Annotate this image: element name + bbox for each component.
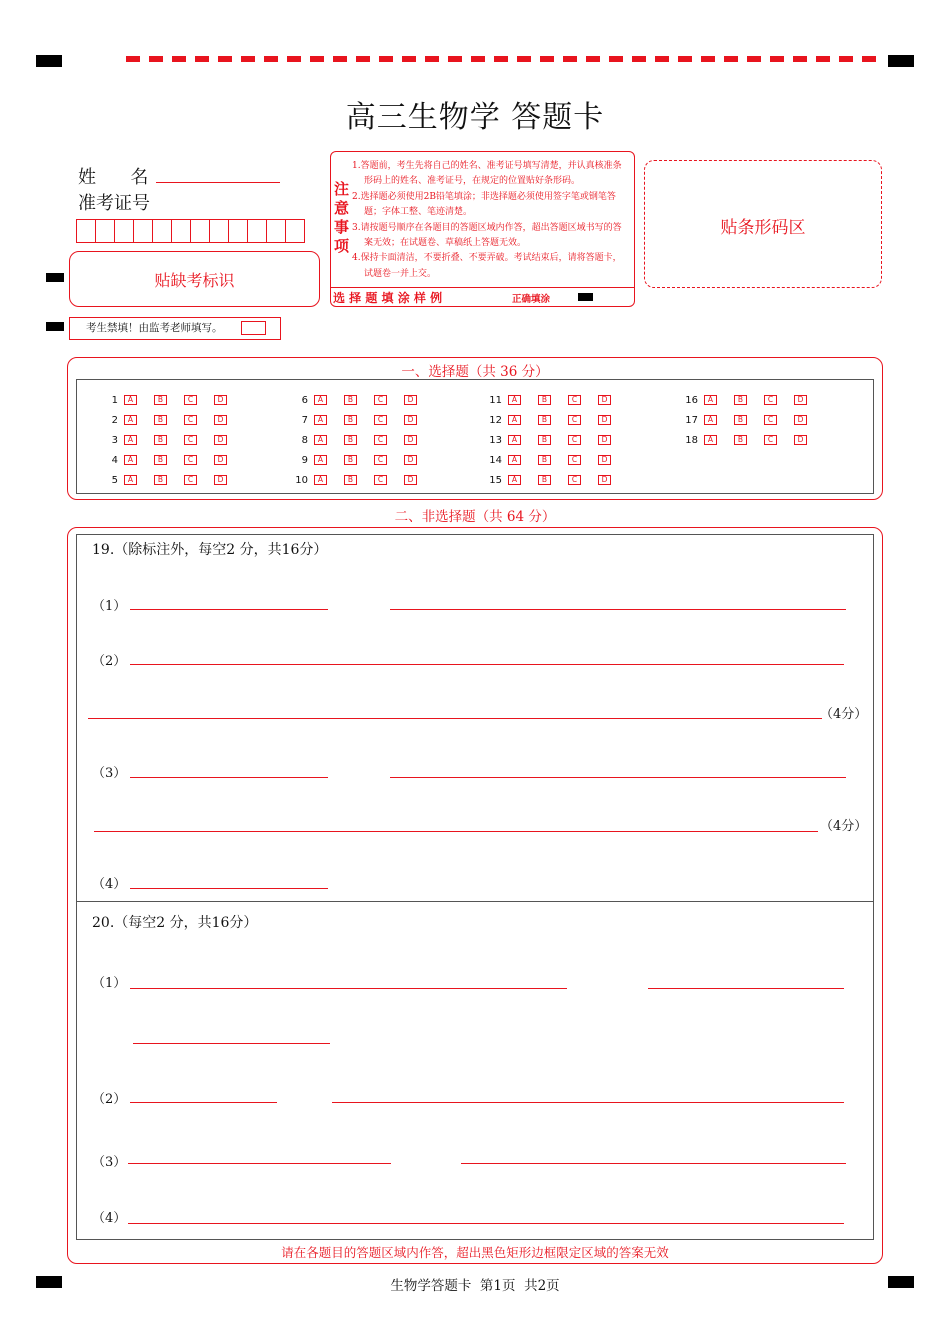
option-b[interactable]: B bbox=[538, 435, 551, 445]
question-number: 18 bbox=[685, 434, 698, 446]
option-b[interactable]: B bbox=[154, 435, 167, 445]
option-d[interactable]: D bbox=[404, 395, 417, 405]
q19-part2-blank-a[interactable] bbox=[130, 664, 844, 665]
option-b[interactable]: B bbox=[734, 435, 747, 445]
choice-row bbox=[98, 410, 244, 430]
option-a[interactable]: A bbox=[314, 475, 327, 485]
option-d[interactable]: D bbox=[404, 415, 417, 425]
option-c[interactable]: C bbox=[764, 415, 777, 425]
choice-row bbox=[98, 450, 244, 470]
option-d[interactable]: D bbox=[794, 395, 807, 405]
option-b[interactable]: B bbox=[538, 395, 551, 405]
correct-fill-label: 正确填涂 bbox=[512, 294, 551, 305]
option-a[interactable]: A bbox=[314, 395, 327, 405]
q20-part1-blank-c[interactable] bbox=[133, 1043, 330, 1044]
choice-row bbox=[288, 470, 434, 490]
option-b[interactable]: B bbox=[538, 475, 551, 485]
option-b[interactable]: B bbox=[344, 455, 357, 465]
notice-title: 注意事项 bbox=[334, 180, 350, 255]
option-d[interactable]: D bbox=[598, 435, 611, 445]
option-c[interactable]: C bbox=[374, 455, 387, 465]
registration-mark-left-2 bbox=[46, 322, 64, 331]
question-number: 7 bbox=[301, 414, 308, 426]
q19-part3-blank-c[interactable] bbox=[94, 831, 818, 832]
notice-item: 1.答题前，考生先将自己的姓名、准考证号填写清楚，并认真核准条形码上的姓名、准考证号，在规定的位置贴好条形码。 bbox=[352, 161, 622, 187]
registration-mark-left-1 bbox=[46, 273, 64, 282]
question-number: 12 bbox=[489, 414, 502, 426]
option-a[interactable]: A bbox=[124, 435, 137, 445]
choice-row bbox=[288, 430, 434, 450]
q20-part4-label: （4） bbox=[92, 1211, 127, 1226]
q19-part3-blank-a[interactable] bbox=[130, 777, 328, 778]
notice-item: 2.选择题必须使用2B铅笔填涂；非选择题必须使用签字笔或钢笔答题；字体工整、笔迹清楚。 bbox=[352, 191, 616, 218]
option-b[interactable]: B bbox=[538, 415, 551, 425]
choice-row bbox=[288, 390, 434, 410]
option-d[interactable]: D bbox=[598, 415, 611, 425]
name-label: 姓 名 bbox=[78, 167, 149, 188]
option-b[interactable]: B bbox=[154, 415, 167, 425]
option-c[interactable]: C bbox=[374, 395, 387, 405]
option-c[interactable]: C bbox=[568, 435, 581, 445]
option-c[interactable]: C bbox=[184, 475, 197, 485]
q20-part3-blank-b[interactable] bbox=[461, 1163, 846, 1164]
choice-row bbox=[482, 430, 628, 450]
option-d[interactable]: D bbox=[214, 415, 227, 425]
q19-part4-label: （4） bbox=[92, 877, 127, 892]
option-c[interactable]: C bbox=[568, 395, 581, 405]
choice-column-1 bbox=[98, 390, 244, 490]
question-number: 10 bbox=[295, 474, 308, 486]
proctor-mark-cell[interactable] bbox=[241, 321, 266, 335]
notice-item: 4.保持卡面清洁，不要折叠、不要弄破。考试结束后，请将答题卡，试题卷一并上交。 bbox=[352, 253, 622, 279]
q20-part2-blank-a[interactable] bbox=[130, 1102, 277, 1103]
q20-part1-blank-b[interactable] bbox=[648, 988, 844, 989]
q19-part1-blank-a[interactable] bbox=[130, 609, 328, 610]
option-c[interactable]: C bbox=[184, 415, 197, 425]
choice-row bbox=[98, 390, 244, 410]
question-number: 2 bbox=[111, 414, 118, 426]
option-b[interactable]: B bbox=[344, 395, 357, 405]
option-a[interactable]: A bbox=[314, 435, 327, 445]
option-a[interactable]: A bbox=[124, 415, 137, 425]
question-number: 3 bbox=[111, 434, 118, 446]
choice-row bbox=[678, 410, 824, 430]
choice-row bbox=[482, 450, 628, 470]
option-d[interactable]: D bbox=[214, 395, 227, 405]
option-d[interactable]: D bbox=[214, 455, 227, 465]
option-d[interactable]: D bbox=[214, 435, 227, 445]
option-a[interactable]: A bbox=[704, 435, 717, 445]
option-a[interactable]: A bbox=[508, 435, 521, 445]
question-number: 16 bbox=[685, 394, 698, 406]
q19-points-b: （4分） bbox=[820, 819, 868, 834]
notice-list bbox=[352, 159, 630, 282]
option-d[interactable]: D bbox=[598, 455, 611, 465]
option-c[interactable]: C bbox=[184, 455, 197, 465]
question-number: 6 bbox=[301, 394, 308, 406]
option-c[interactable]: C bbox=[374, 415, 387, 425]
question-number: 13 bbox=[489, 434, 502, 446]
question-number: 1 bbox=[111, 394, 118, 406]
question-number: 9 bbox=[301, 454, 308, 466]
option-b[interactable]: B bbox=[154, 395, 167, 405]
option-c[interactable]: C bbox=[184, 435, 197, 445]
option-b[interactable]: B bbox=[538, 455, 551, 465]
q20-part4-blank[interactable] bbox=[128, 1223, 844, 1224]
cut-line bbox=[126, 56, 878, 62]
option-b[interactable]: B bbox=[734, 415, 747, 425]
option-b[interactable]: B bbox=[154, 475, 167, 485]
barcode-label: 贴条形码区 bbox=[720, 218, 806, 238]
question-number: 4 bbox=[111, 454, 118, 466]
option-c[interactable]: C bbox=[568, 455, 581, 465]
question-number: 5 bbox=[111, 474, 118, 486]
choice-column-2 bbox=[288, 390, 434, 490]
option-a[interactable]: A bbox=[124, 395, 137, 405]
option-d[interactable]: D bbox=[404, 455, 417, 465]
option-a[interactable]: A bbox=[508, 475, 521, 485]
option-a[interactable]: A bbox=[124, 475, 137, 485]
id-label: 准考证号 bbox=[78, 193, 150, 214]
q19-part4-blank[interactable] bbox=[130, 888, 328, 889]
q20-part2-label: （2） bbox=[92, 1092, 127, 1107]
option-b[interactable]: B bbox=[154, 455, 167, 465]
proctor-label: 考生禁填！由监考老师填写。 bbox=[86, 322, 223, 334]
q19-part2-blank-b[interactable] bbox=[88, 718, 822, 719]
option-c[interactable]: C bbox=[568, 415, 581, 425]
q20-title: 20.（每空2 分，共16分） bbox=[92, 915, 258, 931]
option-c[interactable]: C bbox=[184, 395, 197, 405]
answer-area-warning: 请在各题目的答题区域内作答，超出黑色矩形边框限定区域的答案无效 bbox=[281, 1245, 669, 1260]
choice-row bbox=[482, 410, 628, 430]
notice-item: 3.请按题号顺序在各题目的答题区域内作答，超出答题区域书写的答案无效；在试题卷、草稿纸上答题无效。 bbox=[352, 222, 622, 249]
q19-part3-blank-b[interactable] bbox=[390, 777, 846, 778]
option-a[interactable]: A bbox=[508, 415, 521, 425]
choice-row bbox=[288, 410, 434, 430]
absent-label-text: 贴缺考标识 bbox=[154, 271, 235, 290]
option-d[interactable]: D bbox=[598, 395, 611, 405]
option-d[interactable]: D bbox=[598, 475, 611, 485]
option-a[interactable]: A bbox=[314, 415, 327, 425]
option-a[interactable]: A bbox=[124, 455, 137, 465]
correct-fill-sample bbox=[578, 293, 593, 301]
choice-row bbox=[678, 430, 824, 450]
choice-row bbox=[482, 390, 628, 410]
option-c[interactable]: C bbox=[764, 395, 777, 405]
choice-column-3 bbox=[482, 390, 628, 490]
option-b[interactable]: B bbox=[344, 415, 357, 425]
q19-part1-blank-b[interactable] bbox=[390, 609, 846, 610]
question-number: 8 bbox=[301, 434, 308, 446]
question-number: 14 bbox=[489, 454, 502, 466]
q19-points-a: （4分） bbox=[820, 707, 868, 722]
option-a[interactable]: A bbox=[704, 415, 717, 425]
option-b[interactable]: B bbox=[344, 475, 357, 485]
option-b[interactable]: B bbox=[344, 435, 357, 445]
choice-row bbox=[678, 390, 824, 410]
question-number: 17 bbox=[685, 414, 698, 426]
option-a[interactable]: A bbox=[508, 455, 521, 465]
q20-part1-label: （1） bbox=[92, 976, 127, 991]
option-d[interactable]: D bbox=[214, 475, 227, 485]
question-number: 15 bbox=[489, 474, 502, 486]
choice-column-4 bbox=[678, 390, 824, 450]
option-c[interactable]: C bbox=[374, 435, 387, 445]
fill-sample-label: 选 择 题 填 涂 样 例 bbox=[333, 291, 443, 305]
option-a[interactable]: A bbox=[508, 395, 521, 405]
section1-title: 一、选择题（共 36 分） bbox=[401, 364, 549, 380]
page-footer: 生物学答题卡 第1页 共2页 bbox=[390, 1278, 560, 1294]
registration-mark-top-left bbox=[36, 55, 62, 67]
option-b[interactable]: B bbox=[734, 395, 747, 405]
option-d[interactable]: D bbox=[794, 435, 807, 445]
q20-part3-blank-a[interactable] bbox=[128, 1163, 391, 1164]
option-d[interactable]: D bbox=[404, 475, 417, 485]
q19-part3-label: （3） bbox=[92, 766, 127, 781]
choice-row bbox=[98, 430, 244, 450]
option-c[interactable]: C bbox=[374, 475, 387, 485]
option-d[interactable]: D bbox=[794, 415, 807, 425]
choice-row bbox=[482, 470, 628, 490]
q20-part1-blank-a[interactable] bbox=[130, 988, 567, 989]
q20-part3-label: （3） bbox=[92, 1155, 127, 1170]
section2-title: 二、非选择题（共 64 分） bbox=[394, 509, 556, 525]
choice-row bbox=[288, 450, 434, 470]
q19-title: 19.（除标注外，每空2 分，共16分） bbox=[92, 542, 328, 558]
id-number-cells[interactable] bbox=[76, 219, 304, 243]
q19-part1-label: （1） bbox=[92, 599, 127, 614]
name-field[interactable] bbox=[156, 182, 280, 183]
page-title: 高三生物学 答题卡 bbox=[345, 100, 605, 135]
option-c[interactable]: C bbox=[764, 435, 777, 445]
q20-part2-blank-b[interactable] bbox=[332, 1102, 844, 1103]
option-c[interactable]: C bbox=[568, 475, 581, 485]
section2-inner bbox=[76, 534, 874, 1240]
option-a[interactable]: A bbox=[704, 395, 717, 405]
q19-part2-label: （2） bbox=[92, 654, 127, 669]
notice-divider bbox=[330, 287, 634, 288]
option-a[interactable]: A bbox=[314, 455, 327, 465]
question-number: 11 bbox=[489, 394, 502, 406]
option-d[interactable]: D bbox=[404, 435, 417, 445]
registration-mark-top-right bbox=[888, 55, 914, 67]
choice-row bbox=[98, 470, 244, 490]
question-divider bbox=[76, 901, 873, 902]
